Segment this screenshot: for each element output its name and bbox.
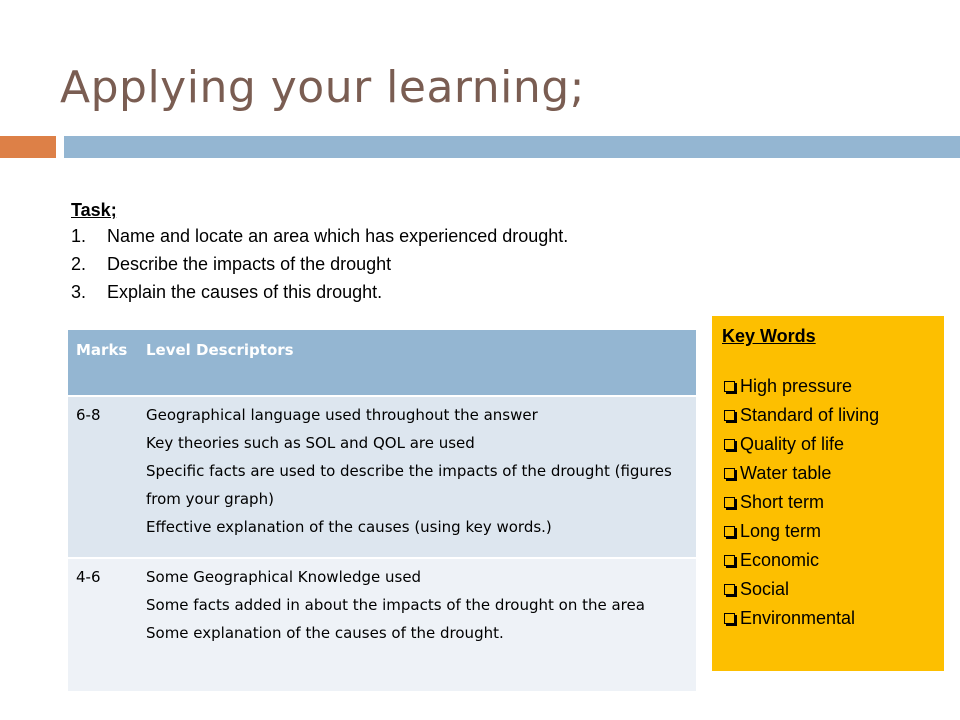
key-word-text: High pressure (740, 376, 853, 396)
task-item-number: 2. (71, 254, 87, 274)
slide-title: Applying your learning; (60, 62, 585, 113)
table-header-row (68, 330, 696, 396)
descriptor-cell (138, 396, 696, 558)
task-list (71, 222, 568, 306)
task-item (71, 278, 568, 306)
task-item-number: 3. (71, 282, 87, 302)
table-row (68, 558, 696, 691)
key-word-item (722, 517, 934, 546)
key-word-item (722, 546, 934, 575)
mark-scheme-table (68, 330, 696, 691)
key-words-title: Key Words (722, 326, 816, 346)
checkbox-bullet-icon (724, 555, 735, 566)
descriptor-line: Effective explanation of the causes (using key words.) (146, 518, 552, 536)
key-word-text: Environmental (740, 608, 856, 628)
key-word-item (722, 488, 934, 517)
checkbox-bullet-icon (724, 584, 735, 595)
header-level-descriptors: Level Descriptors (138, 330, 696, 396)
checkbox-bullet-icon (724, 497, 735, 508)
key-word-text: Quality of life (740, 434, 845, 454)
key-word-item (722, 372, 934, 401)
checkbox-bullet-icon (724, 439, 735, 450)
key-word-text: Short term (740, 492, 825, 512)
descriptor-line: Key theories such as SOL and QOL are used (146, 434, 475, 452)
header-marks: Marks (68, 330, 138, 396)
key-words-list (722, 372, 934, 633)
key-word-item (722, 430, 934, 459)
descriptor-cell (138, 558, 696, 691)
task-item (71, 250, 568, 278)
title-accent-bar-blue (64, 136, 960, 158)
key-word-item (722, 604, 934, 633)
descriptor-line: Geographical language used throughout the answer (146, 406, 538, 424)
checkbox-bullet-icon (724, 468, 735, 479)
task-item-number: 1. (71, 226, 87, 246)
key-words-box (712, 316, 944, 671)
task-block (71, 198, 568, 306)
key-word-item (722, 459, 934, 488)
key-word-text: Economic (740, 550, 820, 570)
key-word-item (722, 575, 934, 604)
descriptor-line: Specific facts are used to describe the impacts of the drought (figures from your graph) (146, 462, 672, 508)
descriptor-line: Some explanation of the causes of the drought. (146, 624, 504, 642)
task-item-text: Explain the causes of this drought. (107, 282, 383, 302)
descriptor-line: Some Geographical Knowledge used (146, 568, 422, 586)
title-accent-bar-orange (0, 136, 56, 158)
descriptor-line: Some facts added in about the impacts of the drought on the area (146, 596, 645, 614)
key-word-text: Long term (740, 521, 822, 541)
task-heading: Task; (71, 200, 117, 220)
key-word-text: Social (740, 579, 790, 599)
key-word-text: Standard of living (740, 405, 880, 425)
marks-cell: 6-8 (68, 396, 138, 558)
marks-cell: 4-6 (68, 558, 138, 691)
checkbox-bullet-icon (724, 613, 735, 624)
checkbox-bullet-icon (724, 526, 735, 537)
table-row (68, 396, 696, 558)
checkbox-bullet-icon (724, 410, 735, 421)
task-item-text: Describe the impacts of the drought (107, 254, 392, 274)
task-item (71, 222, 568, 250)
key-word-item (722, 401, 934, 430)
checkbox-bullet-icon (724, 381, 735, 392)
key-word-text: Water table (740, 463, 832, 483)
task-item-text: Name and locate an area which has experienced drought. (107, 226, 569, 246)
